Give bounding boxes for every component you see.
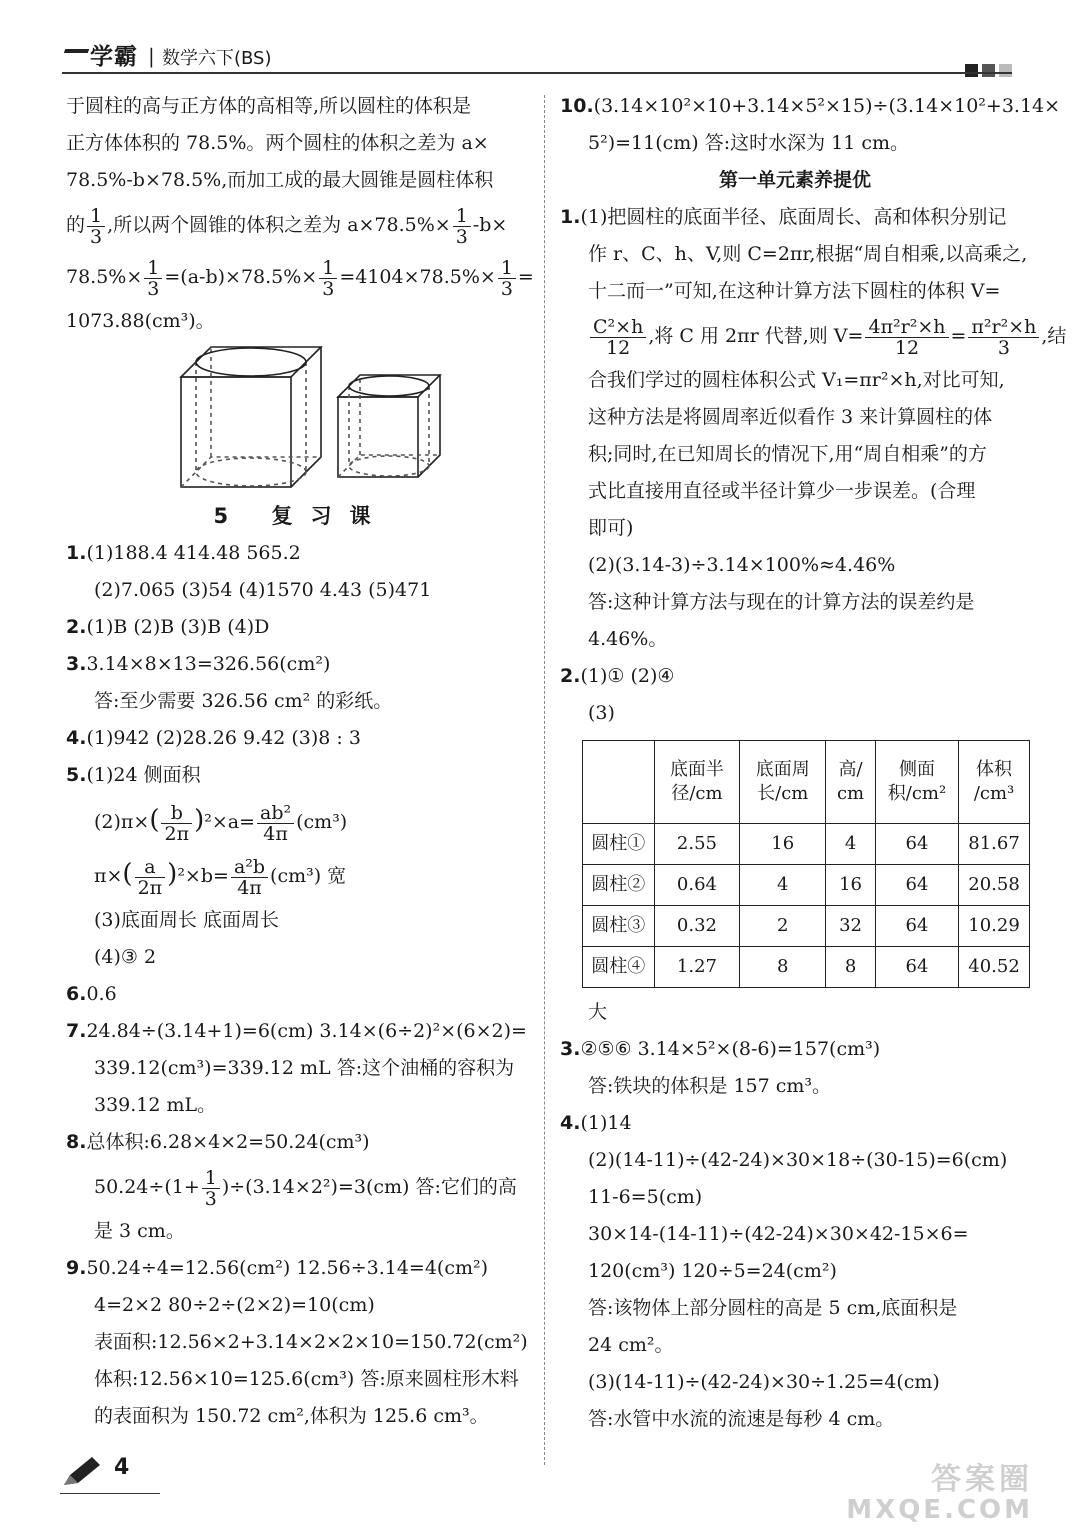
answer-7: 7.24.84÷(3.14+1)=6(cm) 3.14×(6÷2)²×(6×2)= [66,1020,527,1042]
answer-5: 5.(1)24 侧面积 [66,764,201,786]
answer-1-line-2: (2)7.065 (3)54 (4)1570 4.43 (5)471 [94,579,432,601]
table-header-row [583,741,1030,824]
table-cell: 4 [826,824,876,865]
literacy-answer-3-line-2: 答:铁块的体积是 157 cm³。 [588,1075,832,1097]
book-series: 数学六下(BS) [162,48,272,69]
large-cube-top [181,347,321,377]
literacy-answer-4-line-2: (2)(14-11)÷(42-24)×30×18÷(30-15)=6(cm) [588,1149,1008,1171]
fraction-c2h-over-12: $\frac{\text{C²×h}}{12}$ [590,317,646,358]
answer-10-line-2: 5²)=11(cm) 答:这时水深为 11 cm。 [588,132,910,154]
header-rule [62,72,1012,74]
section-title-unit1: 第一单元素养提优 [718,169,871,191]
answer-1: 1.(1)188.4 414.48 565.2 [66,542,301,564]
answer-2: 2.(1)B (2)B (3)B (4)D [66,616,270,638]
literacy-answer-4-line-5: 120(cm³) 120÷5=24(cm²) [588,1260,837,1282]
answer-6: 6.0.6 [66,983,117,1005]
table-row [583,824,1030,865]
small-cylinder-top [349,376,429,396]
fraction-pi2r2h-over-3: $\frac{\text{π²r²×h}}{3}$ [968,317,1039,358]
intro-line-3: 78.5%-b×78.5%,而加工成的最大圆锥是圆柱体积 [66,169,494,191]
literacy-answer-4-line-3: 11-6=5(cm) [588,1186,703,1208]
table-cell: 81.67 [959,824,1030,865]
header-squares [961,60,1012,82]
header-square-2 [982,64,995,77]
brand-logo: 学霸 [62,38,138,71]
fraction-one-third: $\frac{1}{3}$ [87,206,105,247]
table-cell: 16 [826,865,876,906]
intro-line-5: 78.5%× $\frac{1}{3}$ =(a-b)×78.5%× $\frac{1}{3}$ =4104×78.5%× $\frac{1}{3}$ = [66,256,534,300]
table-header-cell: 侧面 积/cm² [875,741,958,824]
table-cell: 圆柱② [583,865,655,906]
fraction-a2b-over-4pi: $\frac{\text{a²b}}{4\pi}$ [231,857,268,898]
literacy-answer-1-line-2: 作 r、C、h、V,则 C=2πr,根据“周自相乘,以高乘之, [588,243,1028,265]
table-cell: 64 [875,865,958,906]
graduation-cap-icon [59,49,90,67]
table-row [583,906,1030,947]
intro-line-4: 的 $\frac{1}{3}$ ,所以两个圆锥的体积之差为 a×78.5%× $\frac{1}{3}$ -b× [66,204,508,248]
table-cell: 32 [826,906,876,947]
table-cell: 64 [875,906,958,947]
table-cell: 20.58 [959,865,1030,906]
table-header-cell: 高/ cm [826,741,876,824]
left-column [66,88,536,1435]
answer-9: 9.50.24÷4=12.56(cm²) 12.56÷3.14=4(cm²) [66,1257,489,1279]
literacy-answer-1-line-12: 4.46%。 [588,628,668,650]
literacy-answer-3: 3.②⑤⑥ 3.14×5²×(8-6)=157(cm³) [560,1038,881,1060]
literacy-answer-4-line-8: (3)(14-11)÷(42-24)×30÷1.25=4(cm) [588,1371,940,1393]
page-header [62,30,1012,76]
pencil-icon [60,1455,104,1489]
answer-7-line-2: 339.12(cm³)=339.12 mL 答:这个油桶的容积为 [94,1057,515,1079]
answer-7-line-3: 339.12 mL。 [94,1094,217,1116]
table-cell: 8 [826,947,876,988]
table-cell: 2.55 [654,824,740,865]
table-row [583,865,1030,906]
literacy-answer-2-after: 大 [588,1001,608,1023]
literacy-answer-4-line-4: 30×14-(14-11)÷(42-24)×30×42-15×6= [588,1223,969,1245]
answer-9-line-4: 体积:12.56×10=125.6(cm³) 答:原来圆柱形木料 [94,1368,519,1390]
table-cell: 圆柱③ [583,906,655,947]
table-cell: 8 [740,947,826,988]
answer-5-line-4: (3)底面周长 底面周长 [94,909,279,931]
literacy-answer-1-line-8: 式比直接用直径或半径计算少一步误差。(合理 [588,480,976,502]
literacy-answer-2: 2.(1)① (2)④ [560,665,675,687]
table-cell: 4 [740,865,826,906]
literacy-answer-1-line-3: 十二而一”可知,在这种计算方法下圆柱的体积 V= [588,280,1001,302]
table-cell: 1.27 [654,947,740,988]
column-divider [544,95,545,1465]
table-cell: 10.29 [959,906,1030,947]
table-header-cell: 底面半 径/cm [654,741,740,824]
literacy-answer-4: 4.(1)14 [560,1112,632,1134]
cube-cylinder-figure [66,342,536,492]
answer-5-line-2: (2)π×( $\frac{b}{2\pi}$ )²×a= $\frac{\text{ab²}}{4\pi}$ (cm³) [94,801,348,845]
fraction-4pi2r2h-over-12: $\frac{\text{4π²r²×h}}{12}$ [865,317,948,358]
table-cell: 16 [740,824,826,865]
table-header-cell: 体积 /cm³ [959,741,1030,824]
literacy-answer-2-line-2: (3) [588,702,615,724]
table-cell: 圆柱① [583,824,655,865]
table-cell: 64 [875,947,958,988]
fraction-one-third: $\frac{1}{3}$ [453,206,471,247]
literacy-answer-1-line-10: (2)(3.14-3)÷3.14×100%≈4.46% [588,554,896,576]
large-cylinder-top [196,348,306,376]
answer-5-line-3: π×( $\frac{a}{2\pi}$ )²×b= $\frac{\text{a²b}}{4\pi}$ (cm³) 宽 [94,855,347,899]
header-square-1 [965,64,978,77]
fraction-ab2-over-4pi: $\frac{\text{ab²}}{4\pi}$ [257,803,294,844]
fraction-one-third: $\frac{1}{3}$ [144,258,162,299]
literacy-answer-4-line-9: 答:水管中水流的流速是每秒 4 cm。 [588,1408,895,1430]
answer-4: 4.(1)942 (2)28.26 9.42 (3)8 : 3 [66,727,361,749]
answer-3-line-2: 答:至少需要 326.56 cm² 的彩纸。 [94,690,393,712]
answer-5-line-5: (4)③ 2 [94,946,157,968]
footer-rule [60,1493,160,1494]
table-header-cell: 底面周 长/cm [740,741,826,824]
literacy-answer-1-line-5: 合我们学过的圆柱体积公式 V₁=πr²×h,对比可知, [588,369,1005,391]
answer-9-line-5: 的表面积为 150.72 cm²,体积为 125.6 cm³。 [94,1405,489,1427]
literacy-answer-1-line-4: $\frac{\text{C²×h}}{12}$ ,将 C 用 2πr 代替,则 V= $\frac{\text{4π²r²×h}}{12}$ = $\frac{\text{π²r²×h}}{3}$ ,结 [560,310,1030,362]
intro-line-2: 正方体体积的 78.5%。两个圆柱的体积之差为 a× [66,132,489,154]
large-cube-front [181,377,291,487]
table-cell: 0.64 [654,865,740,906]
table-header-cell [583,741,655,824]
right-column [560,88,1067,1438]
fraction-one-third: $\frac{1}{3}$ [498,258,516,299]
table-cell: 0.32 [654,906,740,947]
table-cell: 圆柱④ [583,947,655,988]
intro-line-1: 于圆柱的高与正方体的高相等,所以圆柱的体积是 [66,95,472,117]
answer-8: 8.总体积:6.28×4×2=50.24(cm³) [66,1131,370,1153]
fraction-one-third: $\frac{1}{3}$ [319,258,337,299]
answer-8-line-2: 50.24÷(1+ $\frac{1}{3}$ )÷(3.14×2²)=3(cm) 答:它们的高 [94,1166,517,1210]
fraction-one-third: $\frac{1}{3}$ [202,1168,220,1209]
fraction-a-over-2pi: $\frac{a}{2\pi}$ [135,857,166,898]
literacy-answer-1: 1.(1)把圆柱的底面半径、底面周长、高和体积分别记 [560,206,1007,228]
section-title-review: 5 复习课 [213,504,389,528]
header-separator: | [148,44,155,68]
literacy-answer-4-line-7: 24 cm²。 [588,1334,674,1356]
cylinder-data-table [582,740,1030,988]
page-number: 4 [114,1455,130,1480]
small-cube-top [338,375,440,397]
watermark: 答案圈 MXQE.COM [846,1462,1033,1525]
literacy-answer-4-line-6: 答:该物体上部分圆柱的高是 5 cm,底面积是 [588,1297,958,1319]
literacy-answer-1-line-9: 即可) [588,517,634,539]
table-cell: 64 [875,824,958,865]
answer-9-line-3: 表面积:12.56×2+3.14×2×2×10=150.72(cm²) [94,1331,528,1353]
table-cell: 40.52 [959,947,1030,988]
literacy-answer-1-line-11: 答:这种计算方法与现在的计算方法的误差约是 [588,591,975,613]
answer-8-line-3: 是 3 cm。 [94,1220,185,1242]
answer-10: 10.(3.14×10²×10+3.14×5²×15)÷(3.14×10²+3.14× [560,95,1061,117]
answer-3: 3.3.14×8×13=326.56(cm²) [66,653,331,675]
answer-9-line-2: 4=2×2 80÷2÷(2×2)=10(cm) [94,1294,375,1316]
intro-line-6: 1073.88(cm³)。 [66,310,215,332]
fraction-b-over-2pi: $\frac{b}{2\pi}$ [161,803,192,844]
table-row [583,947,1030,988]
literacy-answer-1-line-7: 积;同时,在已知周长的情况下,用“周自相乘”的方 [588,443,987,465]
table-cell: 2 [740,906,826,947]
header-square-3 [999,64,1012,77]
literacy-answer-1-line-6: 这种方法是将圆周率近似看作 3 来计算圆柱的体 [588,406,993,428]
